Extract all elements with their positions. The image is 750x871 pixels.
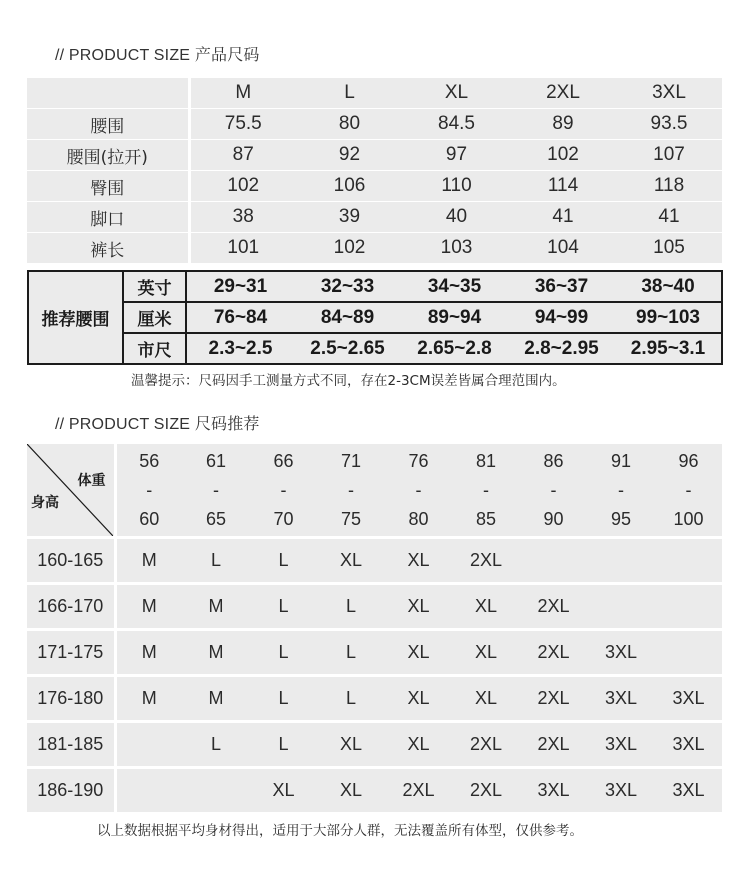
recommended-size-cell: L bbox=[182, 722, 250, 768]
size-row bbox=[27, 171, 722, 202]
height-row bbox=[27, 722, 722, 768]
weight-range-to: 65 bbox=[205, 509, 227, 529]
size-value-cell: 40 bbox=[403, 202, 510, 233]
recommended-size-cell bbox=[655, 584, 722, 630]
size-header-3xl: 3XL bbox=[616, 78, 722, 109]
height-row bbox=[27, 630, 722, 676]
size-section-title-en: // PRODUCT SIZE bbox=[55, 47, 195, 64]
recommended-size-cell: L bbox=[182, 538, 250, 584]
recommended-size-cell: 3XL bbox=[655, 722, 722, 768]
weight-range-from: 76 bbox=[408, 451, 429, 471]
recommended-size-cell: L bbox=[250, 538, 317, 584]
size-header-row bbox=[27, 78, 722, 109]
weight-range-to: 85 bbox=[475, 509, 497, 529]
waist-value-cell: 94~99 bbox=[508, 302, 615, 333]
size-value-cell: 41 bbox=[616, 202, 722, 233]
size-value-cell: 106 bbox=[296, 171, 403, 202]
size-value-cell: 84.5 bbox=[403, 109, 510, 140]
recommended-size-cell: L bbox=[250, 722, 317, 768]
weight-range-to: 70 bbox=[273, 509, 294, 529]
recommended-size-cell: 3XL bbox=[655, 768, 722, 814]
size-value-cell: 103 bbox=[403, 233, 510, 264]
recommended-size-cell: XL bbox=[452, 676, 520, 722]
waist-unit-label: 厘米 bbox=[123, 302, 186, 333]
rec-section-title-cn: 尺码推荐 bbox=[194, 414, 260, 433]
weight-range-to: 75 bbox=[340, 509, 362, 529]
size-row-label: 裤长 bbox=[27, 233, 189, 264]
recommended-size-cell: L bbox=[250, 676, 317, 722]
recommended-size-cell: L bbox=[250, 584, 317, 630]
weight-range-from: 56 bbox=[139, 451, 160, 471]
weight-range-header bbox=[182, 444, 250, 538]
size-value-cell: 105 bbox=[616, 233, 722, 264]
recommended-size-cell: L bbox=[317, 676, 385, 722]
measurement-tip: 温馨提示：尺码因手工测量方式不同，存在2-3CM误差皆属合理范围内。 bbox=[131, 373, 566, 389]
recommended-size-cell: XL bbox=[385, 630, 452, 676]
weight-range-sep: - bbox=[146, 480, 153, 500]
waist-group-label: 推荐腰围 bbox=[28, 271, 123, 364]
rec-section-title-en: // PRODUCT SIZE bbox=[55, 416, 195, 433]
recommended-size-cell: XL bbox=[317, 538, 385, 584]
recommended-size-cell: L bbox=[317, 630, 385, 676]
size-value-cell: 118 bbox=[616, 171, 722, 202]
height-row bbox=[27, 676, 722, 722]
weight-range-stack bbox=[317, 451, 385, 529]
height-range-label: 181-185 bbox=[27, 722, 115, 768]
size-value-cell: 92 bbox=[296, 140, 403, 171]
size-row bbox=[27, 202, 722, 233]
weight-range-from: 71 bbox=[340, 451, 362, 471]
waist-row bbox=[28, 333, 722, 364]
size-row-label: 腰围(拉开) bbox=[27, 140, 189, 171]
corner-diagonal-line bbox=[27, 444, 113, 536]
waist-value-cell: 76~84 bbox=[186, 302, 294, 333]
weight-range-to: 80 bbox=[408, 509, 429, 529]
size-value-cell: 102 bbox=[510, 140, 616, 171]
size-value-cell: 75.5 bbox=[189, 109, 296, 140]
weight-range-header bbox=[587, 444, 655, 538]
size-row-label: 腰围 bbox=[27, 109, 189, 140]
weight-range-to: 60 bbox=[139, 509, 160, 529]
height-row bbox=[27, 768, 722, 814]
waist-value-cell: 89~94 bbox=[401, 302, 508, 333]
size-section-title bbox=[55, 42, 260, 65]
weight-range-sep: - bbox=[415, 480, 422, 500]
recommended-size-cell bbox=[115, 768, 182, 814]
waist-unit-label: 英寸 bbox=[123, 271, 186, 302]
waist-value-cell: 2.65~2.8 bbox=[401, 333, 508, 364]
height-range-label: 171-175 bbox=[27, 630, 115, 676]
waist-row bbox=[28, 271, 722, 302]
weight-range-stack bbox=[655, 451, 722, 529]
recommended-size-cell: L bbox=[317, 584, 385, 630]
recommended-size-cell: 3XL bbox=[520, 768, 587, 814]
recommended-size-cell: M bbox=[115, 630, 182, 676]
weight-range-header bbox=[317, 444, 385, 538]
weight-range-header bbox=[520, 444, 587, 538]
recommended-size-cell: M bbox=[115, 584, 182, 630]
height-axis-label: 身高 bbox=[31, 495, 59, 511]
size-value-cell: 102 bbox=[296, 233, 403, 264]
size-value-cell: 114 bbox=[510, 171, 616, 202]
recommended-size-cell: XL bbox=[385, 584, 452, 630]
recommended-size-cell: 3XL bbox=[655, 676, 722, 722]
recommended-size-cell: L bbox=[250, 630, 317, 676]
recommended-size-cell bbox=[182, 768, 250, 814]
size-value-cell: 104 bbox=[510, 233, 616, 264]
recommended-size-cell: M bbox=[182, 630, 250, 676]
recommended-size-cell bbox=[115, 722, 182, 768]
size-header-xl: XL bbox=[403, 78, 510, 109]
recommended-size-cell: M bbox=[182, 584, 250, 630]
recommended-size-cell: 2XL bbox=[520, 630, 587, 676]
recommended-size-cell: M bbox=[115, 676, 182, 722]
size-value-cell: 89 bbox=[510, 109, 616, 140]
recommended-size-cell: M bbox=[182, 676, 250, 722]
waist-value-cell: 2.8~2.95 bbox=[508, 333, 615, 364]
size-value-cell: 107 bbox=[616, 140, 722, 171]
waist-value-cell: 2.95~3.1 bbox=[615, 333, 722, 364]
recommended-size-cell bbox=[655, 538, 722, 584]
weight-range-from: 91 bbox=[610, 451, 632, 471]
weight-range-sep: - bbox=[348, 480, 354, 500]
weight-range-header bbox=[115, 444, 182, 538]
recommended-size-cell: 3XL bbox=[587, 722, 655, 768]
recommended-size-cell: 2XL bbox=[520, 676, 587, 722]
height-row bbox=[27, 538, 722, 584]
size-corner-cell bbox=[27, 78, 189, 109]
size-header-l: L bbox=[296, 78, 403, 109]
recommended-size-cell: XL bbox=[317, 722, 385, 768]
size-value-cell: 38 bbox=[189, 202, 296, 233]
weight-range-header bbox=[250, 444, 317, 538]
recommended-size-cell: XL bbox=[385, 538, 452, 584]
waist-value-cell: 2.3~2.5 bbox=[186, 333, 294, 364]
weight-range-stack bbox=[452, 451, 520, 529]
waist-value-cell: 32~33 bbox=[294, 271, 401, 302]
weight-range-stack bbox=[250, 451, 317, 529]
weight-range-stack bbox=[385, 451, 452, 529]
size-row bbox=[27, 140, 722, 171]
size-chart-table bbox=[27, 78, 722, 264]
weight-axis-label: 体重 bbox=[77, 473, 106, 489]
weight-range-to: 90 bbox=[543, 509, 564, 529]
weight-range-header bbox=[452, 444, 520, 538]
weight-range-to: 95 bbox=[610, 509, 632, 529]
size-value-cell: 41 bbox=[510, 202, 616, 233]
recommended-size-cell: XL bbox=[452, 630, 520, 676]
size-value-cell: 102 bbox=[189, 171, 296, 202]
weight-range-header bbox=[385, 444, 452, 538]
weight-range-sep: - bbox=[483, 480, 489, 500]
size-value-cell: 93.5 bbox=[616, 109, 722, 140]
waist-value-cell: 84~89 bbox=[294, 302, 401, 333]
recommended-size-cell: 2XL bbox=[452, 722, 520, 768]
recommended-size-cell: 2XL bbox=[520, 722, 587, 768]
weight-range-stack bbox=[182, 451, 250, 529]
waist-unit-label: 市尺 bbox=[123, 333, 186, 364]
corner-header-cell bbox=[27, 444, 115, 538]
size-row-label: 脚口 bbox=[27, 202, 189, 233]
recommended-size-cell: XL bbox=[317, 768, 385, 814]
recommended-size-cell: 3XL bbox=[587, 676, 655, 722]
recommended-size-cell: XL bbox=[250, 768, 317, 814]
recommended-size-cell bbox=[655, 630, 722, 676]
recommended-size-cell bbox=[520, 538, 587, 584]
waist-value-cell: 36~37 bbox=[508, 271, 615, 302]
recommended-size-cell: XL bbox=[385, 676, 452, 722]
weight-range-stack bbox=[587, 451, 655, 529]
height-range-label: 166-170 bbox=[27, 584, 115, 630]
waist-value-cell: 29~31 bbox=[186, 271, 294, 302]
weight-range-header bbox=[655, 444, 722, 538]
size-row bbox=[27, 109, 722, 140]
footer-disclaimer: 以上数据根据平均身材得出，适用于大部分人群，无法覆盖所有体型，仅供参考。 bbox=[97, 823, 583, 839]
weight-range-from: 81 bbox=[475, 451, 497, 471]
recommended-size-cell: 2XL bbox=[385, 768, 452, 814]
size-header-m: M bbox=[189, 78, 296, 109]
weight-range-stack bbox=[117, 451, 183, 529]
weight-range-from: 66 bbox=[273, 451, 294, 471]
recommended-size-cell: XL bbox=[385, 722, 452, 768]
size-value-cell: 101 bbox=[189, 233, 296, 264]
height-row bbox=[27, 584, 722, 630]
weight-range-sep: - bbox=[280, 480, 287, 500]
size-row bbox=[27, 233, 722, 264]
waist-value-cell: 34~35 bbox=[401, 271, 508, 302]
size-value-cell: 87 bbox=[189, 140, 296, 171]
waist-value-cell: 38~40 bbox=[615, 271, 722, 302]
recommended-size-cell: XL bbox=[452, 584, 520, 630]
recommended-size-cell: 2XL bbox=[452, 538, 520, 584]
recommended-size-cell: 2XL bbox=[520, 584, 587, 630]
weight-range-sep: - bbox=[618, 480, 624, 500]
weight-range-stack bbox=[520, 451, 587, 529]
waist-value-cell: 99~103 bbox=[615, 302, 722, 333]
waist-row bbox=[28, 302, 722, 333]
weight-range-from: 86 bbox=[543, 451, 564, 471]
rec-section-title bbox=[55, 411, 260, 434]
size-row-label: 臀围 bbox=[27, 171, 189, 202]
height-range-label: 176-180 bbox=[27, 676, 115, 722]
weight-range-from: 96 bbox=[678, 451, 699, 471]
recommended-waist-table bbox=[27, 270, 723, 365]
recommended-size-cell bbox=[587, 538, 655, 584]
waist-value-cell: 2.5~2.65 bbox=[294, 333, 401, 364]
size-value-cell: 39 bbox=[296, 202, 403, 233]
weight-range-sep: - bbox=[685, 480, 692, 500]
recommended-size-cell: 3XL bbox=[587, 630, 655, 676]
height-range-label: 186-190 bbox=[27, 768, 115, 814]
recommended-size-cell: 2XL bbox=[452, 768, 520, 814]
weight-range-from: 61 bbox=[205, 451, 227, 471]
size-value-cell: 80 bbox=[296, 109, 403, 140]
recommended-size-cell: 3XL bbox=[587, 768, 655, 814]
size-section-title-cn: 产品尺码 bbox=[194, 45, 260, 64]
recommended-size-cell: M bbox=[115, 538, 182, 584]
size-value-cell: 110 bbox=[403, 171, 510, 202]
size-recommendation-table bbox=[27, 444, 722, 815]
weight-range-to: 100 bbox=[673, 509, 704, 529]
size-value-cell: 97 bbox=[403, 140, 510, 171]
recommended-size-cell bbox=[587, 584, 655, 630]
size-header-2xl: 2XL bbox=[510, 78, 616, 109]
height-range-label: 160-165 bbox=[27, 538, 115, 584]
weight-range-sep: - bbox=[213, 480, 219, 500]
weight-range-sep: - bbox=[550, 480, 557, 500]
